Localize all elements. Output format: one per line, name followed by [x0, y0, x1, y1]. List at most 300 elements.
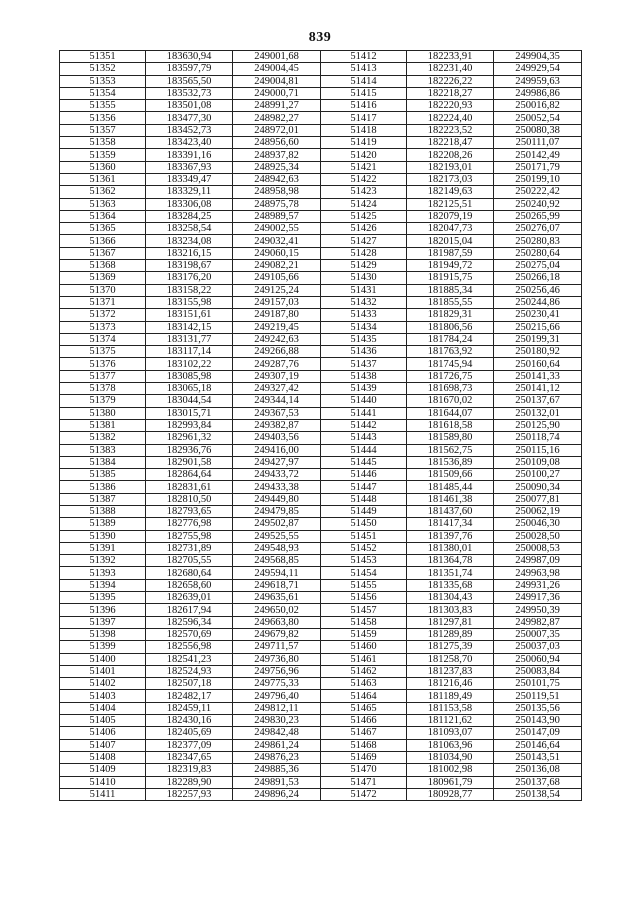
point-number-cell: 51394 [60, 579, 146, 591]
x-coordinate-cell: 183477,30 [146, 112, 233, 124]
y-coordinate-cell: 249736,80 [233, 653, 321, 665]
x-coordinate-cell: 183158,22 [146, 284, 233, 296]
y-coordinate-cell: 250138,54 [494, 788, 582, 800]
y-coordinate-cell: 248942,63 [233, 173, 321, 185]
x-coordinate-cell: 183501,08 [146, 100, 233, 112]
point-number-cell: 51365 [60, 223, 146, 235]
table-row [60, 444, 582, 456]
y-coordinate-cell: 249904,35 [494, 51, 582, 63]
x-coordinate-cell: 181351,74 [407, 567, 494, 579]
x-coordinate-cell: 180928,77 [407, 788, 494, 800]
point-number-cell: 51470 [321, 764, 407, 776]
y-coordinate-cell: 250090,34 [494, 481, 582, 493]
y-coordinate-cell: 249287,76 [233, 358, 321, 370]
x-coordinate-cell: 183176,20 [146, 272, 233, 284]
y-coordinate-cell: 250083,84 [494, 665, 582, 677]
x-coordinate-cell: 182680,64 [146, 567, 233, 579]
point-number-cell: 51417 [321, 112, 407, 124]
y-coordinate-cell: 249982,87 [494, 616, 582, 628]
x-coordinate-cell: 181304,43 [407, 592, 494, 604]
table-row [60, 272, 582, 284]
y-coordinate-cell: 249635,61 [233, 592, 321, 604]
x-coordinate-cell: 183329,11 [146, 186, 233, 198]
y-coordinate-cell: 250046,30 [494, 518, 582, 530]
y-coordinate-cell: 250135,56 [494, 702, 582, 714]
y-coordinate-cell: 249876,23 [233, 751, 321, 763]
x-coordinate-cell: 182617,94 [146, 604, 233, 616]
x-coordinate-cell: 181784,24 [407, 333, 494, 345]
x-coordinate-cell: 183306,08 [146, 198, 233, 210]
table-row [60, 542, 582, 554]
point-number-cell: 51370 [60, 284, 146, 296]
y-coordinate-cell: 249307,19 [233, 370, 321, 382]
point-number-cell: 51464 [321, 690, 407, 702]
point-number-cell: 51427 [321, 235, 407, 247]
table-row [60, 161, 582, 173]
point-number-cell: 51423 [321, 186, 407, 198]
y-coordinate-cell: 250052,54 [494, 112, 582, 124]
point-number-cell: 51452 [321, 542, 407, 554]
x-coordinate-cell: 183155,98 [146, 296, 233, 308]
y-coordinate-cell: 249568,85 [233, 555, 321, 567]
y-coordinate-cell: 249000,71 [233, 87, 321, 99]
point-number-cell: 51407 [60, 739, 146, 751]
y-coordinate-cell: 249060,15 [233, 247, 321, 259]
point-number-cell: 51368 [60, 260, 146, 272]
x-coordinate-cell: 181297,81 [407, 616, 494, 628]
y-coordinate-cell: 249679,82 [233, 628, 321, 640]
y-coordinate-cell: 250060,94 [494, 653, 582, 665]
x-coordinate-cell: 181536,89 [407, 456, 494, 468]
table-row [60, 530, 582, 542]
point-number-cell: 51408 [60, 751, 146, 763]
point-number-cell: 51430 [321, 272, 407, 284]
x-coordinate-cell: 182257,93 [146, 788, 233, 800]
x-coordinate-cell: 182901,58 [146, 456, 233, 468]
y-coordinate-cell: 249449,80 [233, 493, 321, 505]
x-coordinate-cell: 182596,34 [146, 616, 233, 628]
x-coordinate-cell: 183216,15 [146, 247, 233, 259]
table-row [60, 260, 582, 272]
x-coordinate-cell: 181745,94 [407, 358, 494, 370]
x-coordinate-cell: 181589,80 [407, 432, 494, 444]
point-number-cell: 51425 [321, 210, 407, 222]
point-number-cell: 51371 [60, 296, 146, 308]
table-row [60, 518, 582, 530]
x-coordinate-cell: 183597,79 [146, 63, 233, 75]
y-coordinate-cell: 249959,63 [494, 75, 582, 87]
x-coordinate-cell: 183565,50 [146, 75, 233, 87]
y-coordinate-cell: 249896,24 [233, 788, 321, 800]
table-row [60, 505, 582, 517]
x-coordinate-cell: 181303,83 [407, 604, 494, 616]
x-coordinate-cell: 182149,63 [407, 186, 494, 198]
table-row [60, 63, 582, 75]
y-coordinate-cell: 250143,90 [494, 715, 582, 727]
point-number-cell: 51419 [321, 137, 407, 149]
point-number-cell: 51356 [60, 112, 146, 124]
coordinates-table [59, 50, 582, 801]
point-number-cell: 51367 [60, 247, 146, 259]
x-coordinate-cell: 182226,22 [407, 75, 494, 87]
point-number-cell: 51412 [321, 51, 407, 63]
x-coordinate-cell: 183151,61 [146, 309, 233, 321]
point-number-cell: 51460 [321, 641, 407, 653]
table-row [60, 481, 582, 493]
x-coordinate-cell: 181485,44 [407, 481, 494, 493]
point-number-cell: 51415 [321, 87, 407, 99]
x-coordinate-cell: 181153,58 [407, 702, 494, 714]
point-number-cell: 51441 [321, 407, 407, 419]
table-row [60, 149, 582, 161]
y-coordinate-cell: 250101,75 [494, 678, 582, 690]
x-coordinate-cell: 180961,79 [407, 776, 494, 788]
point-number-cell: 51432 [321, 296, 407, 308]
x-coordinate-cell: 183015,71 [146, 407, 233, 419]
table-row [60, 309, 582, 321]
point-number-cell: 51401 [60, 665, 146, 677]
x-coordinate-cell: 182482,17 [146, 690, 233, 702]
point-number-cell: 51462 [321, 665, 407, 677]
point-number-cell: 51363 [60, 198, 146, 210]
y-coordinate-cell: 249032,41 [233, 235, 321, 247]
x-coordinate-cell: 183532,73 [146, 87, 233, 99]
y-coordinate-cell: 250137,67 [494, 395, 582, 407]
point-number-cell: 51390 [60, 530, 146, 542]
x-coordinate-cell: 183423,40 [146, 137, 233, 149]
point-number-cell: 51355 [60, 100, 146, 112]
x-coordinate-cell: 181829,31 [407, 309, 494, 321]
x-coordinate-cell: 182079,19 [407, 210, 494, 222]
table-row [60, 333, 582, 345]
point-number-cell: 51376 [60, 358, 146, 370]
point-number-cell: 51403 [60, 690, 146, 702]
y-coordinate-cell: 250119,51 [494, 690, 582, 702]
x-coordinate-cell: 181289,89 [407, 628, 494, 640]
point-number-cell: 51352 [60, 63, 146, 75]
x-coordinate-cell: 181258,70 [407, 653, 494, 665]
x-coordinate-cell: 181002,98 [407, 764, 494, 776]
y-coordinate-cell: 248989,57 [233, 210, 321, 222]
y-coordinate-cell: 249987,09 [494, 555, 582, 567]
table-row [60, 641, 582, 653]
y-coordinate-cell: 249004,81 [233, 75, 321, 87]
point-number-cell: 51447 [321, 481, 407, 493]
y-coordinate-cell: 249963,98 [494, 567, 582, 579]
y-coordinate-cell: 249403,56 [233, 432, 321, 444]
y-coordinate-cell: 249950,39 [494, 604, 582, 616]
y-coordinate-cell: 249382,87 [233, 419, 321, 431]
point-number-cell: 51360 [60, 161, 146, 173]
x-coordinate-cell: 182993,84 [146, 419, 233, 431]
x-coordinate-cell: 182223,52 [407, 124, 494, 136]
point-number-cell: 51384 [60, 456, 146, 468]
y-coordinate-cell: 250142,49 [494, 149, 582, 161]
table-row [60, 456, 582, 468]
x-coordinate-cell: 182639,01 [146, 592, 233, 604]
point-number-cell: 51426 [321, 223, 407, 235]
y-coordinate-cell: 249004,45 [233, 63, 321, 75]
point-number-cell: 51387 [60, 493, 146, 505]
table-row [60, 419, 582, 431]
table-row [60, 346, 582, 358]
table-row [60, 628, 582, 640]
table-row [60, 100, 582, 112]
x-coordinate-cell: 181806,56 [407, 321, 494, 333]
x-coordinate-cell: 181216,46 [407, 678, 494, 690]
point-number-cell: 51366 [60, 235, 146, 247]
point-number-cell: 51461 [321, 653, 407, 665]
table-row [60, 751, 582, 763]
x-coordinate-cell: 181093,07 [407, 727, 494, 739]
y-coordinate-cell: 250077,81 [494, 493, 582, 505]
table-row [60, 75, 582, 87]
x-coordinate-cell: 182961,32 [146, 432, 233, 444]
table-row [60, 764, 582, 776]
x-coordinate-cell: 182347,65 [146, 751, 233, 763]
y-coordinate-cell: 250199,31 [494, 333, 582, 345]
x-coordinate-cell: 182776,98 [146, 518, 233, 530]
x-coordinate-cell: 183102,22 [146, 358, 233, 370]
point-number-cell: 51471 [321, 776, 407, 788]
point-number-cell: 51446 [321, 469, 407, 481]
table-row [60, 137, 582, 149]
y-coordinate-cell: 249187,80 [233, 309, 321, 321]
x-coordinate-cell: 182570,69 [146, 628, 233, 640]
point-number-cell: 51409 [60, 764, 146, 776]
point-number-cell: 51361 [60, 173, 146, 185]
y-coordinate-cell: 249367,53 [233, 407, 321, 419]
x-coordinate-cell: 181417,34 [407, 518, 494, 530]
x-coordinate-cell: 182047,73 [407, 223, 494, 235]
point-number-cell: 51435 [321, 333, 407, 345]
point-number-cell: 51391 [60, 542, 146, 554]
y-coordinate-cell: 250244,86 [494, 296, 582, 308]
point-number-cell: 51410 [60, 776, 146, 788]
point-number-cell: 51459 [321, 628, 407, 640]
x-coordinate-cell: 182208,26 [407, 149, 494, 161]
y-coordinate-cell: 248991,27 [233, 100, 321, 112]
point-number-cell: 51373 [60, 321, 146, 333]
y-coordinate-cell: 250280,83 [494, 235, 582, 247]
y-coordinate-cell: 250280,64 [494, 247, 582, 259]
table-row [60, 493, 582, 505]
table-row [60, 223, 582, 235]
x-coordinate-cell: 181855,55 [407, 296, 494, 308]
x-coordinate-cell: 182173,03 [407, 173, 494, 185]
point-number-cell: 51448 [321, 493, 407, 505]
point-number-cell: 51399 [60, 641, 146, 653]
x-coordinate-cell: 181698,73 [407, 383, 494, 395]
y-coordinate-cell: 249125,24 [233, 284, 321, 296]
x-coordinate-cell: 182430,16 [146, 715, 233, 727]
page-number: 839 [308, 30, 332, 45]
y-coordinate-cell: 250266,18 [494, 272, 582, 284]
table-row [60, 665, 582, 677]
x-coordinate-cell: 182233,91 [407, 51, 494, 63]
y-coordinate-cell: 249266,88 [233, 346, 321, 358]
point-number-cell: 51358 [60, 137, 146, 149]
point-number-cell: 51438 [321, 370, 407, 382]
table-row [60, 358, 582, 370]
x-coordinate-cell: 181509,66 [407, 469, 494, 481]
point-number-cell: 51397 [60, 616, 146, 628]
table-row [60, 579, 582, 591]
x-coordinate-cell: 183131,77 [146, 333, 233, 345]
y-coordinate-cell: 249830,23 [233, 715, 321, 727]
y-coordinate-cell: 250275,04 [494, 260, 582, 272]
y-coordinate-cell: 250132,01 [494, 407, 582, 419]
point-number-cell: 51454 [321, 567, 407, 579]
point-number-cell: 51386 [60, 481, 146, 493]
table-row [60, 210, 582, 222]
y-coordinate-cell: 250111,07 [494, 137, 582, 149]
x-coordinate-cell: 182224,40 [407, 112, 494, 124]
x-coordinate-cell: 181364,78 [407, 555, 494, 567]
point-number-cell: 51472 [321, 788, 407, 800]
x-coordinate-cell: 182541,23 [146, 653, 233, 665]
x-coordinate-cell: 182864,64 [146, 469, 233, 481]
y-coordinate-cell: 250160,64 [494, 358, 582, 370]
point-number-cell: 51398 [60, 628, 146, 640]
point-number-cell: 51458 [321, 616, 407, 628]
y-coordinate-cell: 250147,09 [494, 727, 582, 739]
x-coordinate-cell: 182289,90 [146, 776, 233, 788]
x-coordinate-cell: 181987,59 [407, 247, 494, 259]
point-number-cell: 51436 [321, 346, 407, 358]
y-coordinate-cell: 248975,78 [233, 198, 321, 210]
x-coordinate-cell: 182658,60 [146, 579, 233, 591]
table-row [60, 370, 582, 382]
point-number-cell: 51372 [60, 309, 146, 321]
point-number-cell: 51413 [321, 63, 407, 75]
y-coordinate-cell: 249157,03 [233, 296, 321, 308]
x-coordinate-cell: 181726,75 [407, 370, 494, 382]
y-coordinate-cell: 249650,02 [233, 604, 321, 616]
y-coordinate-cell: 249812,11 [233, 702, 321, 714]
x-coordinate-cell: 181397,76 [407, 530, 494, 542]
y-coordinate-cell: 250028,50 [494, 530, 582, 542]
table-row [60, 567, 582, 579]
x-coordinate-cell: 181461,38 [407, 493, 494, 505]
x-coordinate-cell: 183044,54 [146, 395, 233, 407]
point-number-cell: 51457 [321, 604, 407, 616]
y-coordinate-cell: 250222,42 [494, 186, 582, 198]
point-number-cell: 51440 [321, 395, 407, 407]
x-coordinate-cell: 182524,93 [146, 665, 233, 677]
y-coordinate-cell: 249219,45 [233, 321, 321, 333]
y-coordinate-cell: 249548,93 [233, 542, 321, 554]
point-number-cell: 51369 [60, 272, 146, 284]
y-coordinate-cell: 250256,46 [494, 284, 582, 296]
x-coordinate-cell: 183630,94 [146, 51, 233, 63]
x-coordinate-cell: 182218,47 [407, 137, 494, 149]
point-number-cell: 51378 [60, 383, 146, 395]
x-coordinate-cell: 182015,04 [407, 235, 494, 247]
table-row [60, 51, 582, 63]
y-coordinate-cell: 250109,08 [494, 456, 582, 468]
y-coordinate-cell: 249842,48 [233, 727, 321, 739]
point-number-cell: 51428 [321, 247, 407, 259]
point-number-cell: 51455 [321, 579, 407, 591]
y-coordinate-cell: 250230,41 [494, 309, 582, 321]
point-number-cell: 51418 [321, 124, 407, 136]
y-coordinate-cell: 250276,07 [494, 223, 582, 235]
x-coordinate-cell: 183198,67 [146, 260, 233, 272]
point-number-cell: 51414 [321, 75, 407, 87]
table-row [60, 727, 582, 739]
x-coordinate-cell: 182731,89 [146, 542, 233, 554]
point-number-cell: 51437 [321, 358, 407, 370]
point-number-cell: 51445 [321, 456, 407, 468]
x-coordinate-cell: 183284,25 [146, 210, 233, 222]
x-coordinate-cell: 181644,07 [407, 407, 494, 419]
table-row [60, 469, 582, 481]
table-row [60, 235, 582, 247]
x-coordinate-cell: 181915,75 [407, 272, 494, 284]
table-row [60, 788, 582, 800]
x-coordinate-cell: 182459,11 [146, 702, 233, 714]
x-coordinate-cell: 181885,34 [407, 284, 494, 296]
point-number-cell: 51416 [321, 100, 407, 112]
point-number-cell: 51381 [60, 419, 146, 431]
point-number-cell: 51396 [60, 604, 146, 616]
y-coordinate-cell: 249775,33 [233, 678, 321, 690]
y-coordinate-cell: 249327,42 [233, 383, 321, 395]
point-number-cell: 51465 [321, 702, 407, 714]
y-coordinate-cell: 249796,40 [233, 690, 321, 702]
table-row [60, 604, 582, 616]
point-number-cell: 51429 [321, 260, 407, 272]
y-coordinate-cell: 249663,80 [233, 616, 321, 628]
y-coordinate-cell: 249891,53 [233, 776, 321, 788]
y-coordinate-cell: 249594,11 [233, 567, 321, 579]
y-coordinate-cell: 249002,55 [233, 223, 321, 235]
y-coordinate-cell: 250199,10 [494, 173, 582, 185]
point-number-cell: 51468 [321, 739, 407, 751]
point-number-cell: 51377 [60, 370, 146, 382]
y-coordinate-cell: 249986,86 [494, 87, 582, 99]
y-coordinate-cell: 249711,57 [233, 641, 321, 653]
point-number-cell: 51379 [60, 395, 146, 407]
point-number-cell: 51439 [321, 383, 407, 395]
point-number-cell: 51388 [60, 505, 146, 517]
point-number-cell: 51405 [60, 715, 146, 727]
y-coordinate-cell: 250143,51 [494, 751, 582, 763]
point-number-cell: 51402 [60, 678, 146, 690]
point-number-cell: 51456 [321, 592, 407, 604]
table-row [60, 124, 582, 136]
point-number-cell: 51382 [60, 432, 146, 444]
point-number-cell: 51393 [60, 567, 146, 579]
point-number-cell: 51404 [60, 702, 146, 714]
point-number-cell: 51442 [321, 419, 407, 431]
y-coordinate-cell: 249929,54 [494, 63, 582, 75]
table-row [60, 296, 582, 308]
table-row [60, 186, 582, 198]
x-coordinate-cell: 181034,90 [407, 751, 494, 763]
point-number-cell: 51469 [321, 751, 407, 763]
x-coordinate-cell: 183085,98 [146, 370, 233, 382]
x-coordinate-cell: 181618,58 [407, 419, 494, 431]
point-number-cell: 51443 [321, 432, 407, 444]
y-coordinate-cell: 249479,85 [233, 505, 321, 517]
point-number-cell: 51395 [60, 592, 146, 604]
y-coordinate-cell: 248937,82 [233, 149, 321, 161]
table-row [60, 690, 582, 702]
x-coordinate-cell: 182556,98 [146, 641, 233, 653]
point-number-cell: 51449 [321, 505, 407, 517]
